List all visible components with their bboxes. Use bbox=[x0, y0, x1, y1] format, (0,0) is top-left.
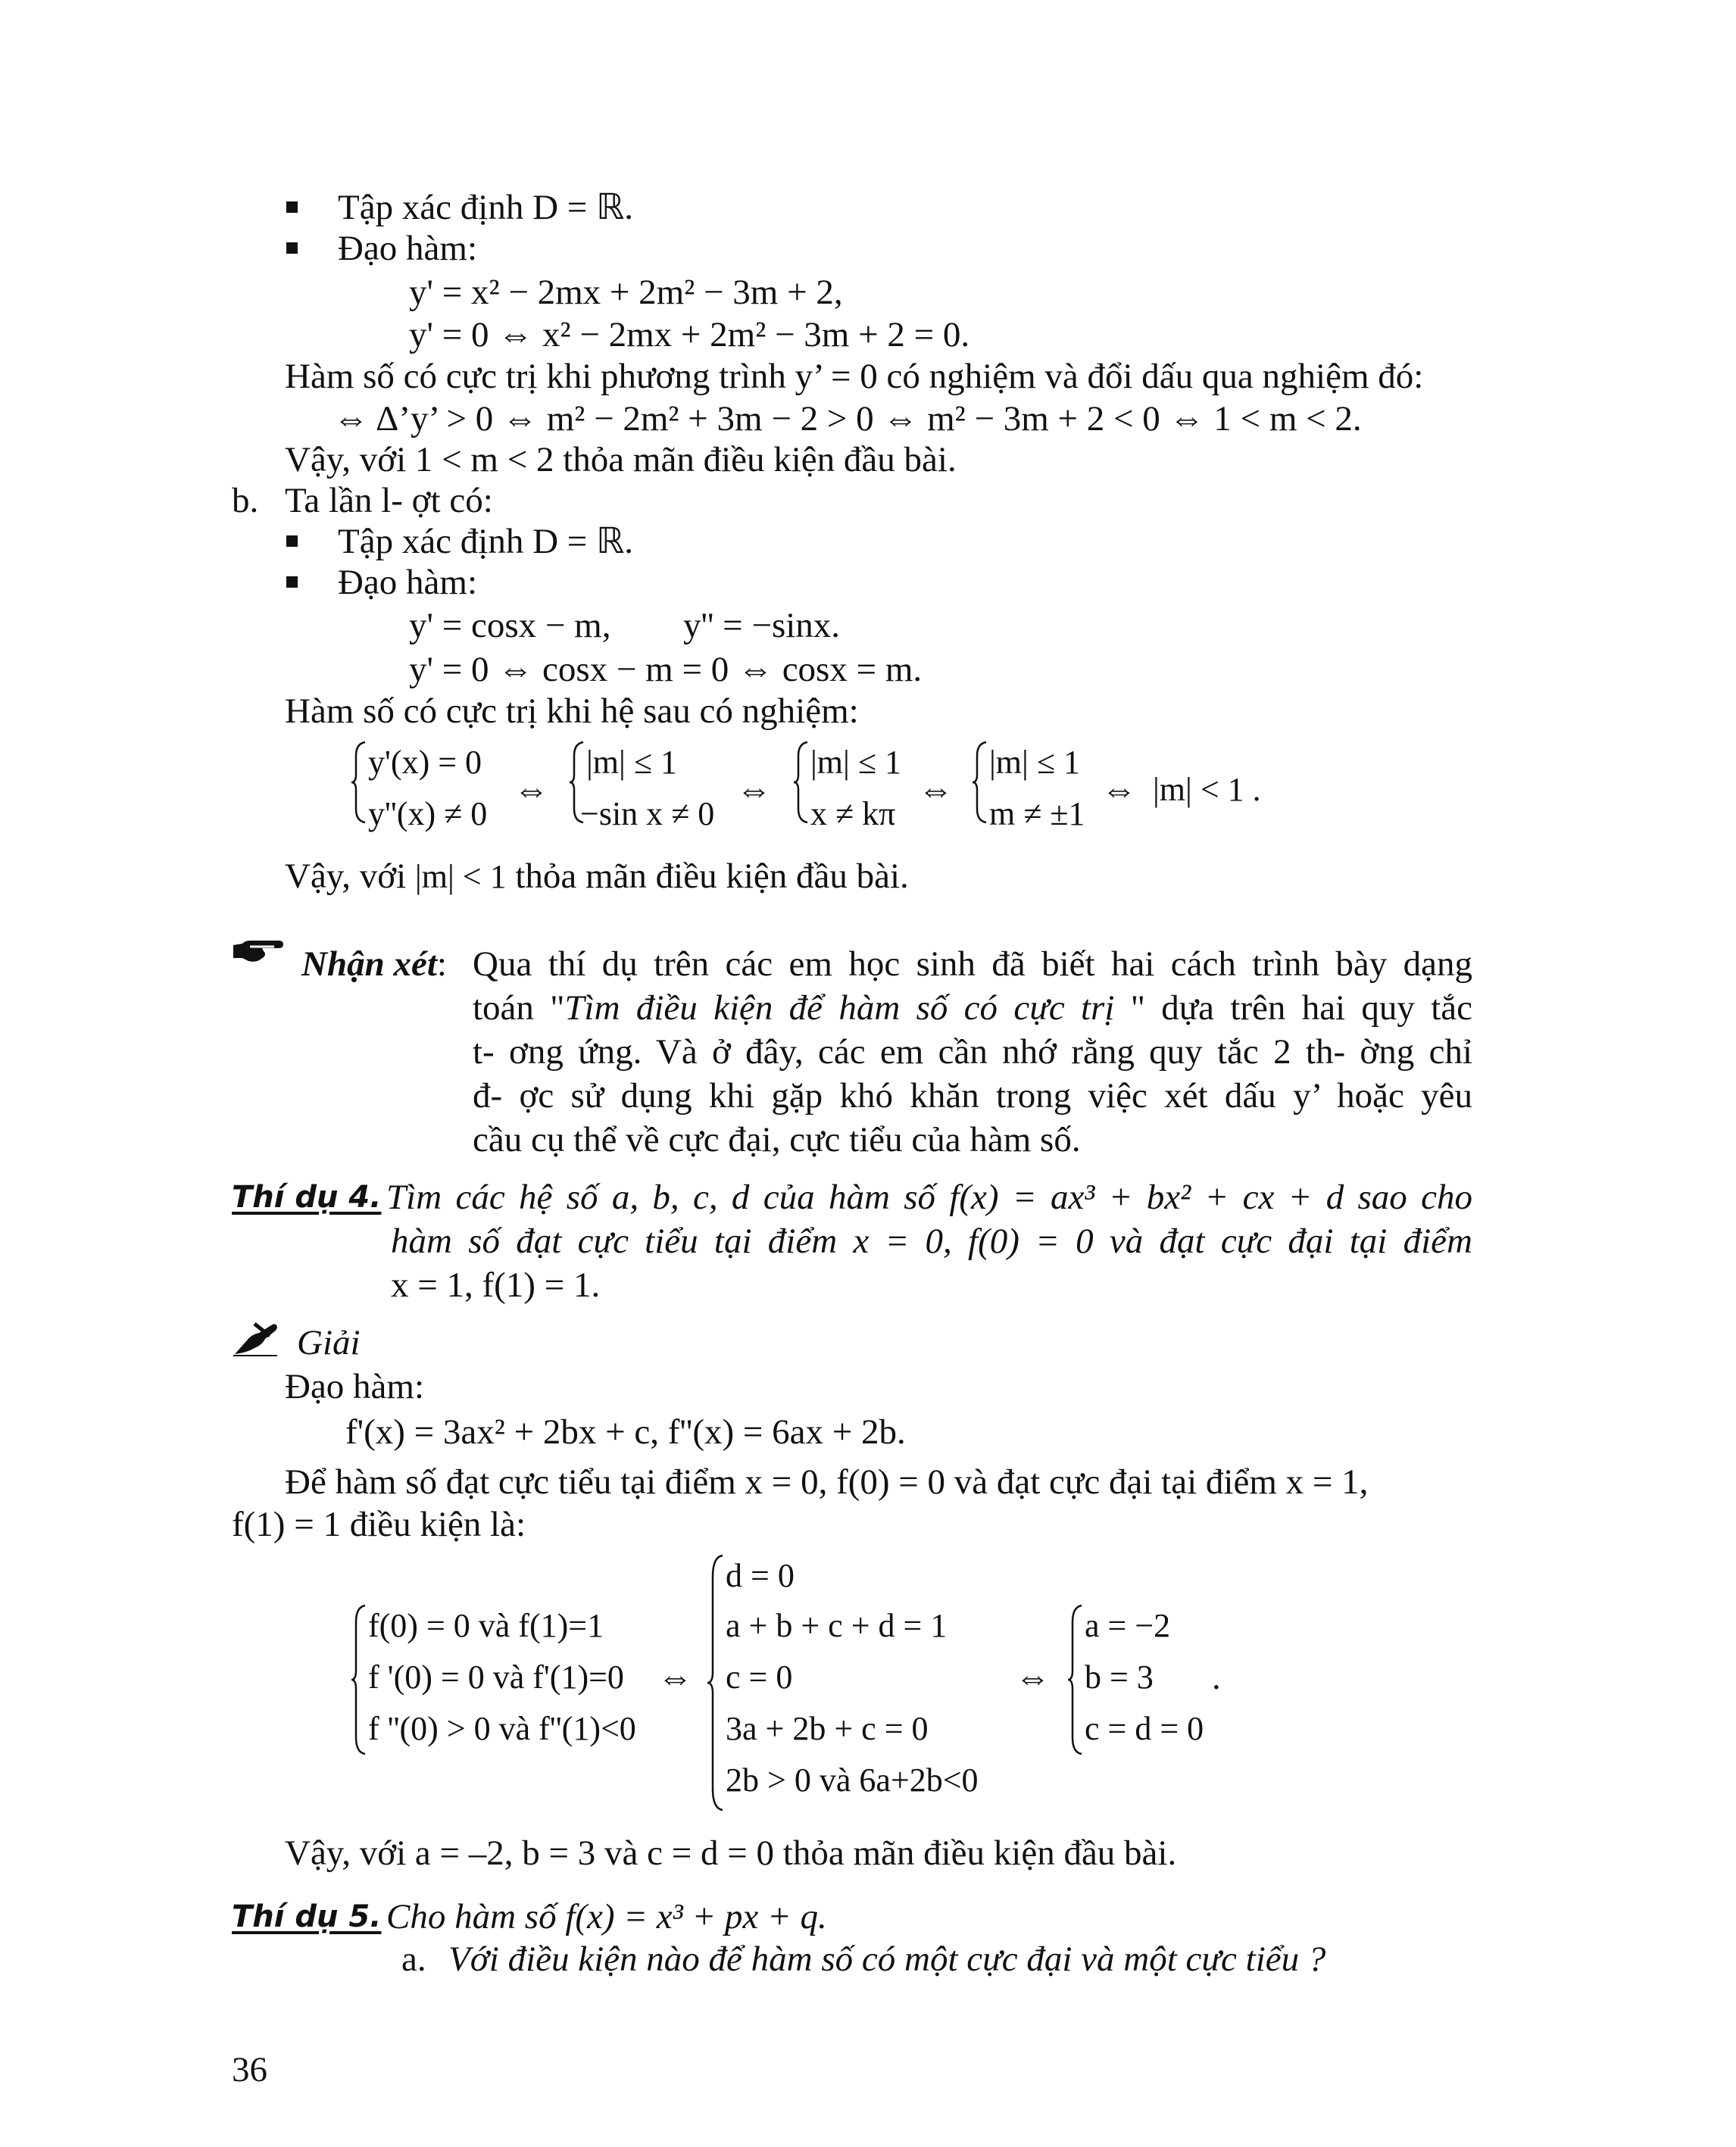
brace-icon bbox=[350, 1604, 367, 1755]
remark-line-5: cầu cụ thể về cực đại, cực tiểu của hàm số. bbox=[473, 1120, 1081, 1159]
remark-line-2: toán "Tìm điều kiện để hàm số có cực trị " dựa trên hai quy tắc bbox=[473, 988, 1473, 1028]
part-b-intro: Ta lần l- ợt có: bbox=[285, 481, 493, 520]
solution-deriv-label: Đạo hàm: bbox=[285, 1367, 425, 1406]
bullet-icon bbox=[286, 576, 298, 588]
systemB-line4: 3a + 2b + c = 0 bbox=[726, 1710, 929, 1747]
real-set-symbol: ℝ bbox=[596, 522, 625, 561]
systemB-line3: c = 0 bbox=[726, 1659, 793, 1696]
example4-line-3: x = 1, f(1) = 1. bbox=[391, 1265, 601, 1305]
conclusion-b: Vậy, với |m| < 1 thỏa mãn điều kiện đầu bài. bbox=[285, 857, 909, 896]
iff-symbol: ⇔ bbox=[1015, 1658, 1051, 1697]
systemC-line3: c = d = 0 bbox=[1085, 1710, 1204, 1747]
systemB-line1: d = 0 bbox=[726, 1557, 795, 1594]
conclusion-a: Vậy, với 1 < m < 2 thỏa mãn điều kiện đầu bài. bbox=[285, 440, 957, 479]
brace-icon bbox=[792, 741, 809, 824]
derivative-eq-a2: y' = 0 ⇔ x² − 2mx + 2m² − 3m + 2 = 0. bbox=[409, 315, 970, 354]
page-number: 36 bbox=[232, 2050, 267, 2089]
system2-line1: |m| ≤ 1 bbox=[586, 744, 677, 781]
systemC-line1: a = −2 bbox=[1085, 1607, 1171, 1644]
remark-line-3: t- ơng ứng. Và ở đây, các em cần nhớ rằng quy tắc 2 th- ờng chỉ bbox=[473, 1032, 1472, 1072]
derivative-label-a: Đạo hàm: bbox=[338, 229, 478, 268]
derivative-label-b: Đạo hàm: bbox=[338, 563, 478, 602]
systemB-line5: 2b > 0 và 6a+2b<0 bbox=[726, 1762, 979, 1799]
bullet-icon bbox=[286, 242, 298, 254]
remark-line-1: Qua thí dụ trên các em học sinh đã biết hai cách trình bày dạng bbox=[473, 944, 1472, 984]
condition-eq-a: ⇔ Δ’y’ > 0 ⇔ m² − 2m² + 3m − 2 > 0 ⇔ m² − 3m + 2 < 0 ⇔ 1 < m < 2. bbox=[333, 399, 1362, 438]
system3-line1: |m| ≤ 1 bbox=[810, 744, 901, 781]
pointing-hand-icon bbox=[232, 938, 285, 969]
condition-text-a: Hàm số có cực trị khi phương trình y’ = 0 có nghiệm và đổi dấu qua nghiệm đó: bbox=[285, 357, 1424, 396]
remark-line-4: đ- ợc sử dụng khi gặp khó khăn trong việc xét dấu y’ hoặc yêu bbox=[473, 1076, 1472, 1116]
solution-label: Giải bbox=[297, 1323, 361, 1362]
system-result: |m| < 1 . bbox=[1153, 771, 1261, 808]
iff-symbol: ⇔ bbox=[514, 770, 549, 810]
remark-label: Nhận xét: bbox=[301, 944, 447, 984]
system-end-dot: . bbox=[1212, 1658, 1221, 1697]
example4-heading: Thí dụ 4. bbox=[232, 1180, 382, 1215]
solution-cond-line-1: Để hàm số đạt cực tiểu tại điểm x = 0, f(0) = 0 và đạt cực đại tại điểm x = 1, bbox=[285, 1462, 1369, 1502]
example5-item-a: Với điều kiện nào để hàm số có một cực đại và một cực tiểu ? bbox=[448, 1939, 1326, 1979]
example5-item-a-label: a. bbox=[401, 1939, 426, 1979]
derivative-eq-a1: y' = x² − 2mx + 2m² − 3m + 2, bbox=[409, 273, 843, 312]
writing-hand-icon bbox=[232, 1319, 280, 1361]
system3-line2: x ≠ kπ bbox=[810, 795, 896, 832]
system1-line1: y'(x) = 0 bbox=[368, 744, 482, 781]
bullet-icon bbox=[286, 535, 298, 547]
systemA-line3: f ''(0) > 0 và f''(1)<0 bbox=[368, 1710, 636, 1747]
solution-conclusion: Vậy, với a = –2, b = 3 và c = d = 0 thỏa mãn điều kiện đầu bài. bbox=[285, 1833, 1177, 1873]
conclusion-b-expr: |m| < 1 bbox=[414, 858, 507, 895]
real-set-symbol: ℝ bbox=[596, 188, 625, 227]
brace-icon bbox=[1066, 1604, 1083, 1755]
solution-cond-line-2: f(1) = 1 điều kiện là: bbox=[232, 1505, 526, 1544]
systemA-line1: f(0) = 0 và f(1)=1 bbox=[368, 1607, 604, 1644]
bullet-icon bbox=[286, 201, 298, 213]
example4-line-2: hàm số đạt cực tiểu tại điểm x = 0, f(0) = 0 và đạt cực đại tại điểm bbox=[391, 1222, 1472, 1261]
iff-symbol: ⇔ bbox=[1101, 770, 1137, 810]
systemB-line2: a + b + c + d = 1 bbox=[726, 1607, 948, 1644]
part-b-label: b. bbox=[232, 481, 259, 520]
domain-line-a: Tập xác định D = ℝ. bbox=[338, 188, 634, 227]
condition-text-b: Hàm số có cực trị khi hệ sau có nghiệm: bbox=[285, 691, 859, 731]
system4-line2: m ≠ ±1 bbox=[989, 795, 1085, 832]
derivative-eq-b2: y' = 0 ⇔ cosx − m = 0 ⇔ cosx = m. bbox=[409, 650, 923, 689]
brace-icon bbox=[350, 741, 367, 824]
example4-line-1: Tìm các hệ số a, b, c, d của hàm số f(x) = ax³ + bx² + cx + d sao cho bbox=[386, 1178, 1472, 1217]
brace-icon bbox=[706, 1554, 724, 1812]
system4-line1: |m| ≤ 1 bbox=[989, 744, 1080, 781]
brace-icon bbox=[971, 741, 988, 824]
systemC-line2: b = 3 bbox=[1085, 1659, 1154, 1696]
example5-line-1: Cho hàm số f(x) = x³ + px + q. bbox=[386, 1897, 827, 1936]
derivative-eq-b1a: y' = cosx − m, bbox=[409, 606, 611, 645]
solution-deriv-eq: f'(x) = 3ax² + 2bx + c, f''(x) = 6ax + 2b. bbox=[345, 1412, 906, 1452]
iff-symbol: ⇔ bbox=[918, 770, 954, 810]
system1-line2: y''(x) ≠ 0 bbox=[368, 795, 488, 832]
systemA-line2: f '(0) = 0 và f'(1)=0 bbox=[368, 1659, 624, 1696]
system2-line2: −sin x ≠ 0 bbox=[580, 795, 715, 832]
example5-heading: Thí dụ 5. bbox=[232, 1899, 382, 1934]
iff-symbol: ⇔ bbox=[657, 1658, 693, 1697]
iff-symbol: ⇔ bbox=[736, 770, 772, 810]
derivative-eq-b1b: y'' = −sinx. bbox=[683, 606, 841, 645]
domain-line-b: Tập xác định D = ℝ. bbox=[338, 522, 634, 561]
